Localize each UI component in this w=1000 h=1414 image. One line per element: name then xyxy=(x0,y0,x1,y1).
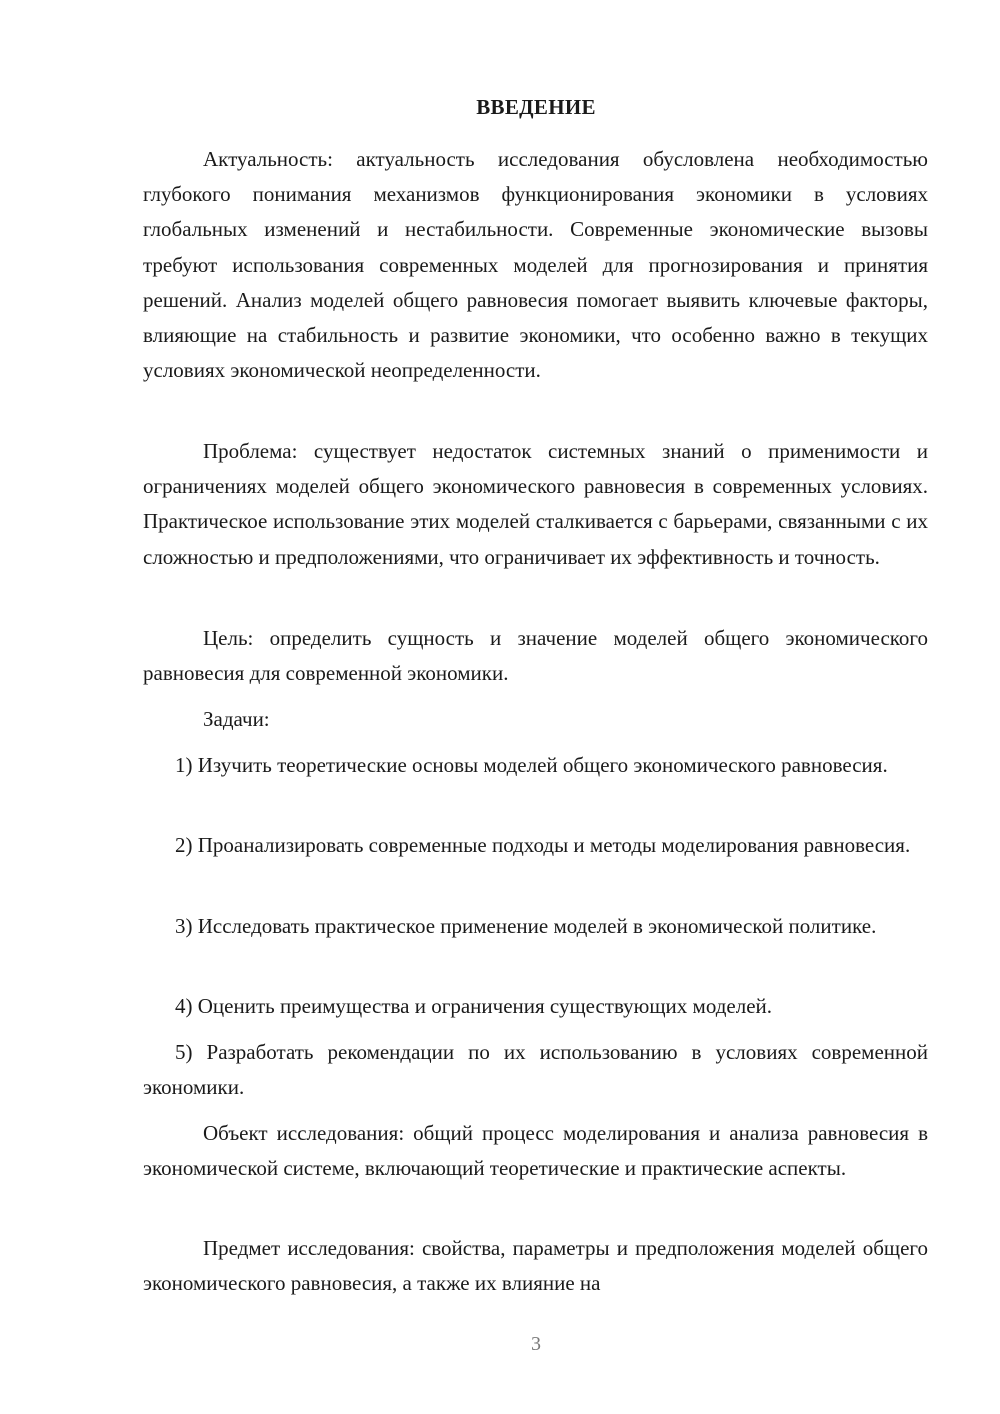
page-number: 3 xyxy=(531,1333,541,1355)
page-title: ВВЕДЕНИЕ xyxy=(476,95,596,119)
task-item-1: 1) Изучить теоретические основы моделей общего экономического равновесия. xyxy=(175,753,888,777)
tasks-heading: Задачи: xyxy=(203,707,270,731)
paragraph-relevance: Актуальность: актуальность исследования обусловлена необходимостью глубокого понимания механизмов функционирования экономики в условиях глобальных изменений и нестабильности. Современные экономические вызовы требуют использования современных моделей для прогнозирования и принятия решений. Анализ моделей общего равновесия помогает выявить ключевые факторы, влияющие на стабильность и развитие экономики, что особенно важно в текущих условиях экономической неопределенности. xyxy=(143,147,928,383)
paragraph-subject: Предмет исследования: свойства, параметры и предположения моделей общего экономического равновесия, а также их влияние на xyxy=(143,1236,928,1296)
task-item-3: 3) Исследовать практическое применение моделей в экономической политике. xyxy=(175,914,877,938)
paragraph-goal: Цель: определить сущность и значение моделей общего экономического равновесия для современной экономики. xyxy=(143,626,928,686)
task-item-5: 5) Разработать рекомендации по их использованию в условиях современной экономики. xyxy=(143,1040,928,1100)
paragraph-problem: Проблема: существует недостаток системных знаний о применимости и ограничениях моделей общего экономического равновесия в современных условиях. Практическое использование этих моделей сталкивается с барьерами, связанными с их сложностью и предположениями, что ограничивает их эффективность и точность. xyxy=(143,439,928,569)
task-item-2: 2) Проанализировать современные подходы и методы моделирования равновесия. xyxy=(175,833,911,857)
paragraph-object: Объект исследования: общий процесс моделирования и анализа равновесия в экономической системе, включающий теоретические и практические аспекты. xyxy=(143,1121,928,1181)
task-item-4: 4) Оценить преимущества и ограничения существующих моделей. xyxy=(175,994,773,1018)
